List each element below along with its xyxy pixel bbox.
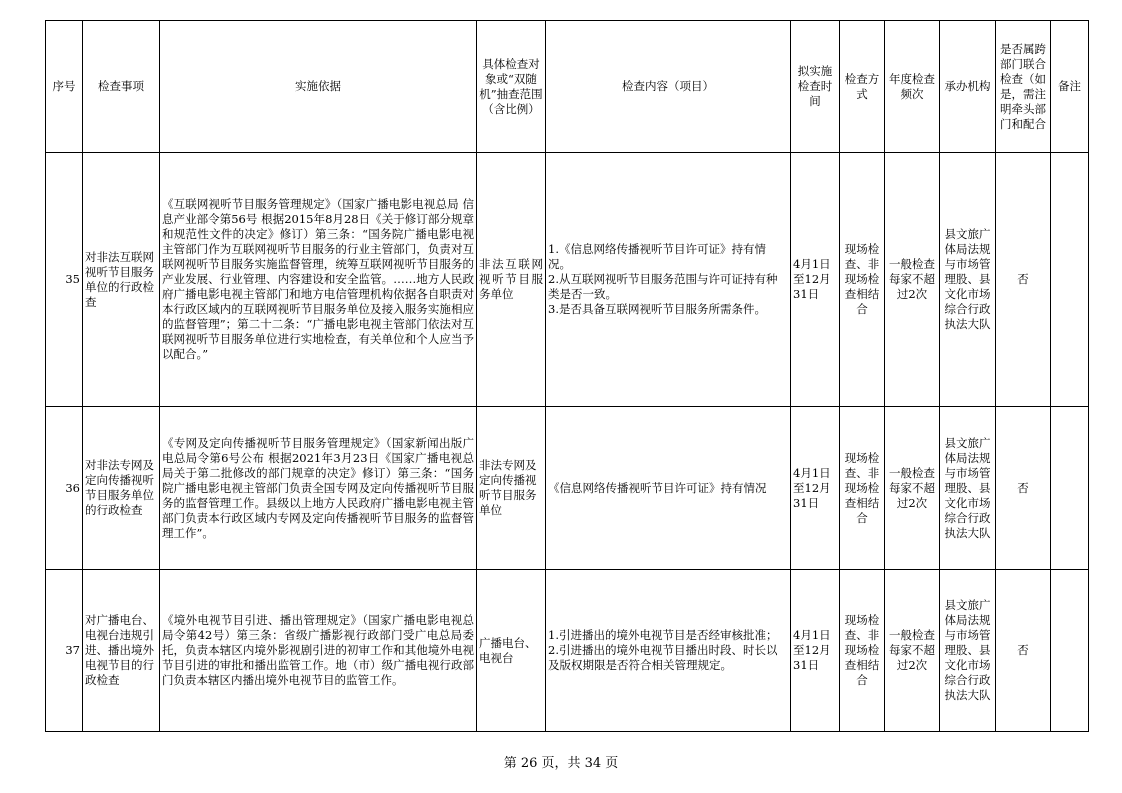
table-header-row [46, 21, 1089, 153]
row-note [1051, 407, 1089, 570]
header-freq: 年度检查频次 [885, 21, 940, 153]
row-item: 对非法互联网视听节目服务单位的行政检查 [83, 153, 160, 407]
header-joint: 是否属跨部门联合检查（如是，需注明牵头部门和配合 [996, 21, 1051, 153]
row-org: 县文旅广体局法规与市场管理股、县文化市场综合行政执法大队 [940, 153, 996, 407]
header-method: 检查方式 [840, 21, 885, 153]
row-joint: 否 [996, 407, 1051, 570]
row-seq: 35 [46, 153, 83, 407]
row-seq: 36 [46, 407, 83, 570]
row-org: 县文旅广体局法规与市场管理股、县文化市场综合行政执法大队 [940, 570, 996, 732]
header-basis: 实施依据 [160, 21, 477, 153]
row-basis: 《专网及定向传播视听节目服务管理规定》（国家新闻出版广电总局令第6号公布 根据2021年3月23日《国家广播电视总局关于第二批修改的部门规章的决定》修订）第三条：“国务院广播电影电视主管部门负责全国专网及定向传播视听节目服务的监督管理工作。县级以上地方人民政府广播电影电视主管部门负责本行政区域内专网及定向传播视听节目服务的监督管理工作”。 [160, 407, 477, 570]
header-seq: 序号 [46, 21, 83, 153]
inspection-table [45, 20, 1089, 732]
row-basis: 《境外电视节目引进、播出管理规定》（国家广播电影电视总局令第42号）第三条：省级广播影视行政部门受广电总局委托，负责本辖区内境外影视剧引进的初审工作和其他境外电视节目引进的审批和播出监管工作。地（市）级广播电视行政部门负责本辖区内播出境外电视节目的监管工作。 [160, 570, 477, 732]
header-time: 拟实施检查时间 [791, 21, 840, 153]
row-joint: 否 [996, 153, 1051, 407]
row-note [1051, 153, 1089, 407]
row-freq: 一般检查每家不超过2次 [885, 570, 940, 732]
row-target: 非法专网及定向传播视听节目服务单位 [477, 407, 546, 570]
header-item: 检查事项 [83, 21, 160, 153]
table-row [46, 570, 1089, 732]
header-content: 检查内容（项目） [546, 21, 791, 153]
row-method: 现场检查、非现场检查相结合 [840, 407, 885, 570]
row-method: 现场检查、非现场检查相结合 [840, 570, 885, 732]
row-time: 4月1日至12月31日 [791, 407, 840, 570]
row-item: 对广播电台、电视台违规引进、播出境外电视节目的行政检查 [83, 570, 160, 732]
header-note: 备注 [1051, 21, 1089, 153]
row-note [1051, 570, 1089, 732]
table-row [46, 153, 1089, 407]
table-row [46, 407, 1089, 570]
row-freq: 一般检查每家不超过2次 [885, 153, 940, 407]
row-content: 《信息网络传播视听节目许可证》持有情况 [546, 407, 791, 570]
row-freq: 一般检查每家不超过2次 [885, 407, 940, 570]
row-seq: 37 [46, 570, 83, 732]
row-basis: 《互联网视听节目服务管理规定》（国家广播电影电视总局 信息产业部令第56号 根据2015年8月28日《关于修订部分规章和规范性文件的决定》修订）第三条：“国务院广播电影电视主管部门作为互联网视听节目服务的行业主管部门，负责对互联网视听节目服务实施监督管理，统筹互联网视听节目服务的产业发展、行业管理、内容建设和安全监管。……地方人民政府广播电影电视主管部门和地方电信管理机构依据各自职责对本行政区域内的互联网视听节目服务单位及接入服务实施相应的监督管理”；第二十二条：“广播电影电视主管部门依法对互联网视听节目服务单位进行实地检查，有关单位和个人应当予以配合。” [160, 153, 477, 407]
page-footer: 第 26 页，共 34 页 [503, 756, 619, 771]
row-target: 非法互联网视听节目服务单位 [477, 153, 546, 407]
row-joint: 否 [996, 570, 1051, 732]
header-org: 承办机构 [940, 21, 996, 153]
row-item: 对非法专网及定向传播视听节目服务单位的行政检查 [83, 407, 160, 570]
header-target: 具体检查对象或“双随机”抽查范围（含比例） [477, 21, 546, 153]
row-content: 1.引进播出的境外电视节目是否经审核批准； 2.引进播出的境外电视节目播出时段、时长以及版权期限是否符合相关管理规定。 [546, 570, 791, 732]
row-org: 县文旅广体局法规与市场管理股、县文化市场综合行政执法大队 [940, 407, 996, 570]
row-content: 1.《信息网络传播视听节目许可证》持有情况。 2.从互联网视听节目服务范围与许可证持有种类是否一致。 3.是否具备互联网视听节目服务所需条件。 [546, 153, 791, 407]
row-time: 4月1日至12月31日 [791, 153, 840, 407]
row-method: 现场检查、非现场检查相结合 [840, 153, 885, 407]
row-target: 广播电台、电视台 [477, 570, 546, 732]
row-time: 4月1日至12月31日 [791, 570, 840, 732]
